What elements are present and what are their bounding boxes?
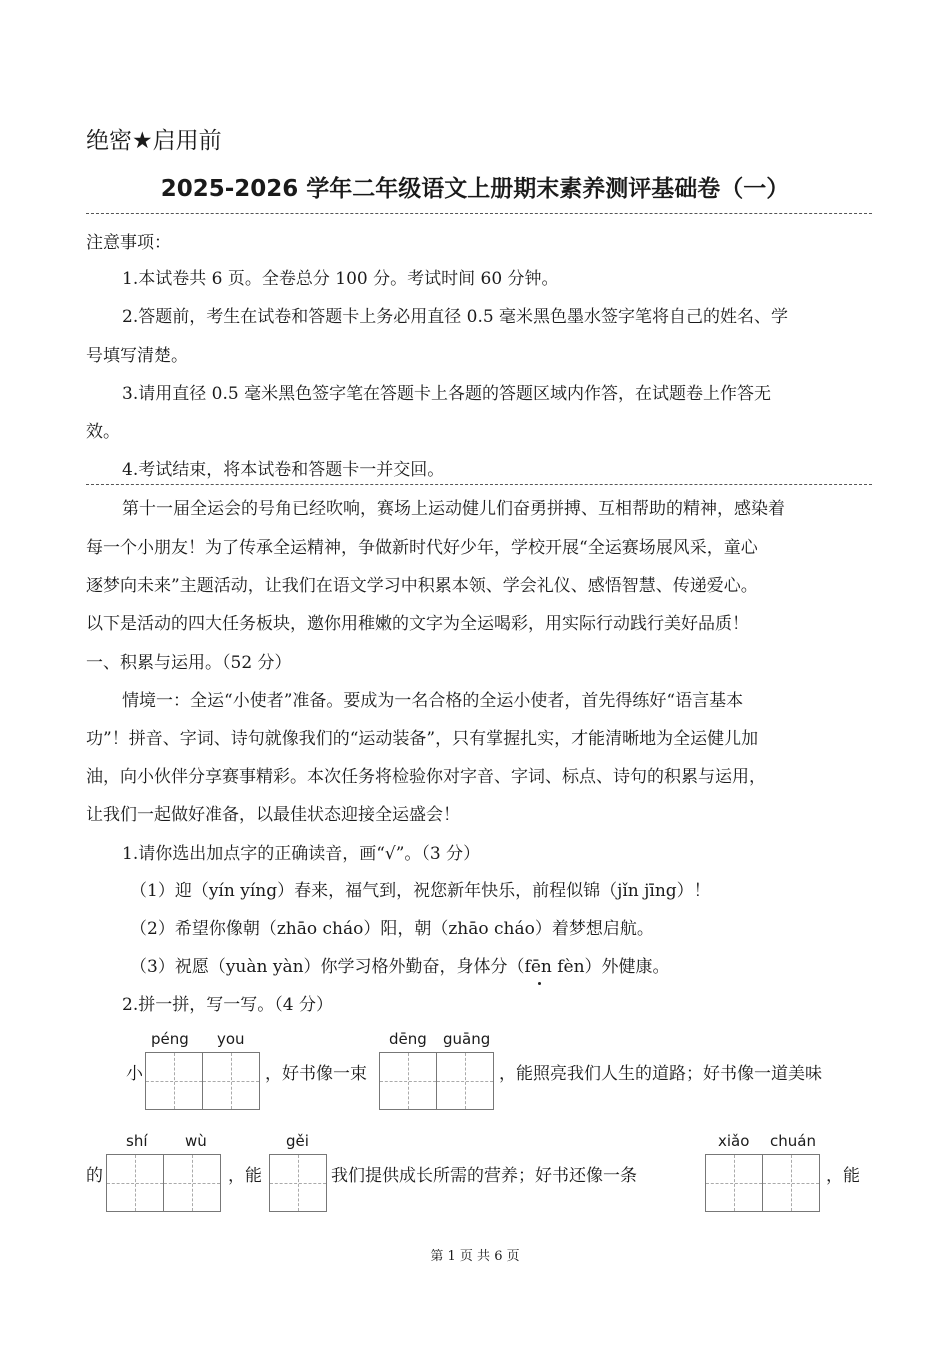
pinyin-label: you (217, 1030, 245, 1048)
notice-item: 3.请用直径 0.5 毫米黑色签字笔在答题卡上各题的答题区域内作答，在试题卷上作答无 (122, 384, 772, 404)
pinyin-label: chuán (770, 1132, 816, 1150)
pinyin-label: wù (185, 1132, 207, 1150)
question-1-stem: 1.请你选出加点字的正确读音，画“√”。（3 分） (122, 844, 481, 864)
writing-cell[interactable] (705, 1154, 763, 1212)
pinyin-label: xiǎo (718, 1132, 750, 1150)
notice-heading: 注意事项： (86, 233, 171, 253)
writing-grid-shiwu[interactable] (106, 1154, 219, 1212)
context-line: 让我们一起做好准备，以最佳状态迎接全运盛会！ (86, 805, 460, 825)
writing-cell[interactable] (379, 1052, 437, 1110)
writing-grid-dengguang[interactable] (379, 1052, 492, 1110)
context-line: 油，向小伙伴分享赛事精彩。本次任务将检验你对字音、字词、标点、诗句的积累与运用， (86, 767, 766, 787)
pinyin-label: péng (151, 1030, 189, 1048)
writing-cell[interactable] (269, 1154, 327, 1212)
notice-item: 效。 (86, 422, 120, 442)
notice-item: 1.本试卷共 6 页。全卷总分 100 分。考试时间 60 分钟。 (122, 269, 559, 289)
pinyin-label: guāng (443, 1030, 491, 1048)
writing-grid-pengyou[interactable] (145, 1052, 258, 1110)
intro-line: 第十一届全运会的号角已经吹响，赛场上运动健儿们奋勇拼搏、互相帮助的精神，感染着 (122, 499, 785, 519)
intro-line: 以下是活动的四大任务板块，邀你用稚嫩的文字为全运喝彩，用实际行动践行美好品质！ (86, 614, 749, 634)
question-2-stem: 2.拼一拼，写一写。（4 分） (122, 995, 333, 1015)
notice-item: 号填写清楚。 (86, 346, 188, 366)
writing-cell[interactable] (106, 1154, 164, 1212)
notice-item: 4.考试结束，将本试卷和答题卡一并交回。 (122, 460, 445, 480)
pinyin-label: shí (126, 1132, 148, 1150)
sentence-text: 的 (86, 1166, 103, 1186)
writing-cell[interactable] (163, 1154, 221, 1212)
sentence-text: ，好书像一束 (265, 1064, 367, 1084)
confidential-label: 绝密★启用前 (86, 128, 222, 154)
question-1-item: （3）祝愿（yuàn yàn）你学习格外勤奋，身体分（fēn fèn）外健康。 (130, 957, 670, 977)
pinyin-label: dēng (389, 1030, 427, 1048)
writing-cell[interactable] (202, 1052, 260, 1110)
writing-grid-xiaochuan[interactable] (705, 1154, 818, 1212)
section-heading: 一、积累与运用。（52 分） (86, 653, 292, 673)
writing-cell[interactable] (762, 1154, 820, 1212)
writing-cell[interactable] (436, 1052, 494, 1110)
sentence-text: ，能照亮我们人生的道路；好书像一道美味 (499, 1064, 822, 1084)
sentence-text: 小 (126, 1064, 143, 1084)
divider-top (86, 213, 872, 214)
intro-line: 逐梦向未来”主题活动，让我们在语文学习中积累本领、学会礼仪、感悟智慧、传递爱心。 (86, 576, 758, 596)
sentence-text: ，能 (228, 1166, 262, 1186)
pinyin-label: gěi (286, 1132, 309, 1150)
emphasis-dot (538, 982, 541, 985)
writing-grid-gei[interactable] (269, 1154, 326, 1212)
notice-item: 2.答题前，考生在试卷和答题卡上务必用直径 0.5 毫米黑色墨水签字笔将自己的姓名、学 (122, 307, 789, 327)
page-footer: 第 1 页 共 6 页 (430, 1249, 520, 1264)
divider-bottom (86, 484, 872, 485)
exam-title: 2025-2026 学年二年级语文上册期末素养测评基础卷（一） (160, 176, 790, 202)
question-1-item: （1）迎（yín yíng）春来，福气到，祝您新年快乐，前程似锦（jǐn jīng）！ (130, 881, 711, 901)
intro-line: 每一个小朋友！为了传承全运精神，争做新时代好少年，学校开展“全运赛场展风采，童心 (86, 538, 758, 558)
sentence-text: 我们提供成长所需的营养；好书还像一条 (331, 1166, 637, 1186)
sentence-text: ，能 (826, 1166, 860, 1186)
context-line: 功”！拼音、字词、诗句就像我们的“运动装备”，只有掌握扎实，才能清晰地为全运健儿加 (86, 729, 759, 749)
question-1-item: （2）希望你像朝（zhāo cháo）阳，朝（zhāo cháo）着梦想启航。 (130, 919, 654, 939)
writing-cell[interactable] (145, 1052, 203, 1110)
context-line: 情境一：全运“小使者”准备。要成为一名合格的全运小使者，首先得练好“语言基本 (122, 691, 744, 711)
